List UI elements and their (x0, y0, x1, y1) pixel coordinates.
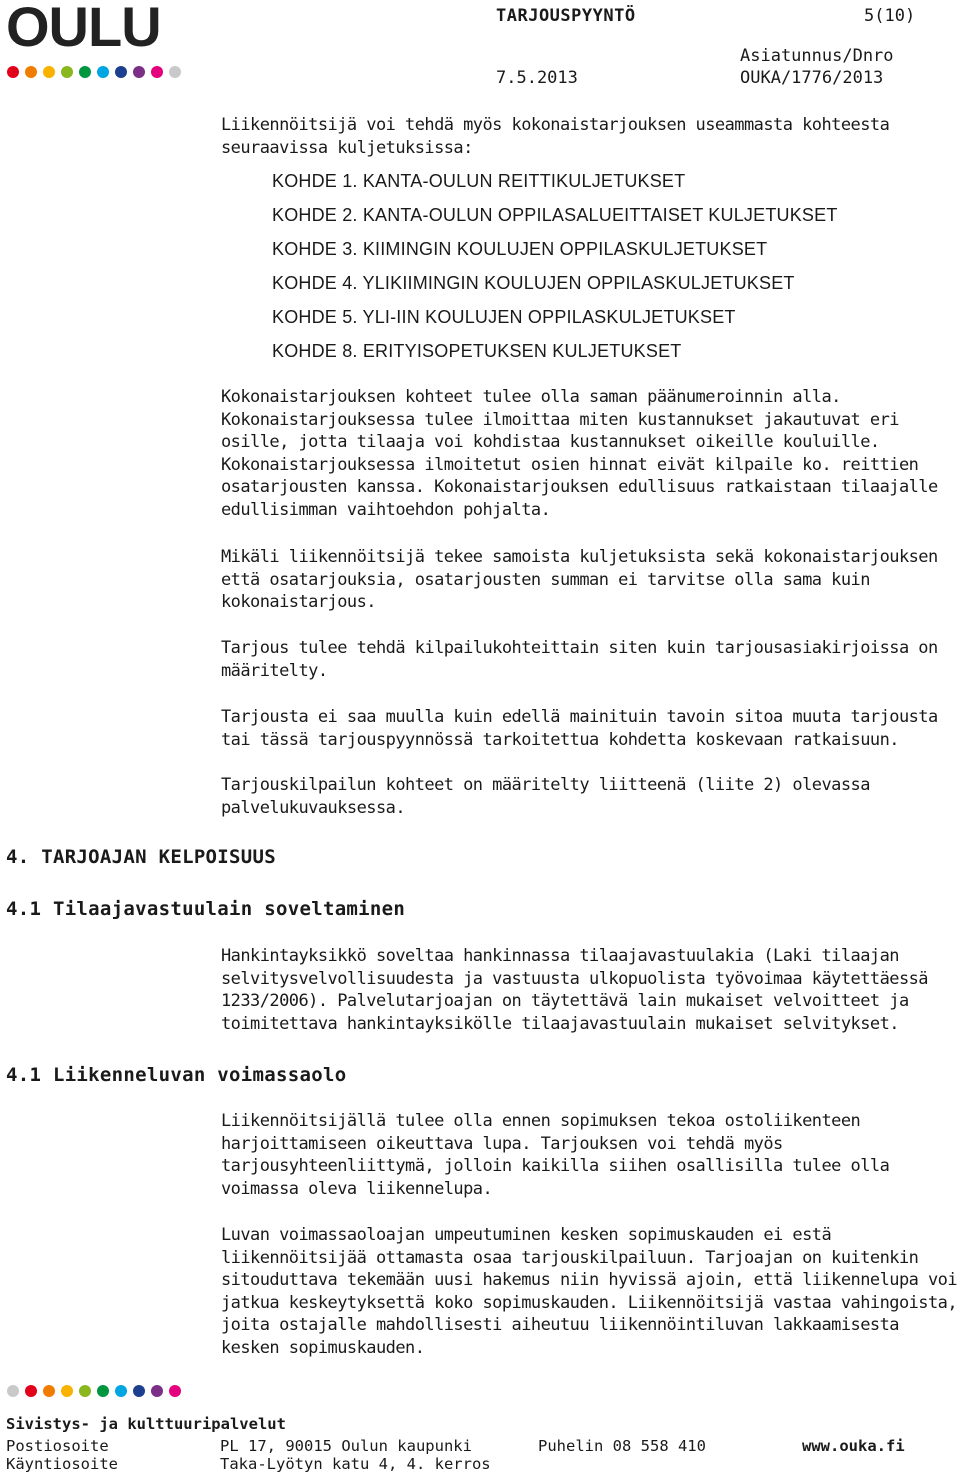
paragraph-kokonaistarjous: Kokonaistarjouksen kohteet tulee olla saman päänumeroinnin alla. Kokonaistarjouksessa tulee ilmoittaa miten kustannukset jakautuvat eri osille, jotta tilaaja voi kohdistaa kustannukset oikeille kouluille. Kokonaistarjouksessa ilmoitetut osien hinnat eivät kilpaile ko. reittien osatarjousten kanssa. Kokonaistarjouksen edullisuus ratkaistaan tilaajalle edullisimman vaihtoehdon pohjalta. (221, 387, 938, 520)
document-type: TARJOUSPYYNTÖ (496, 6, 636, 26)
footer-website-link[interactable]: www.ouka.fi (802, 1437, 905, 1455)
color-dot (115, 66, 127, 78)
paragraph-osatarjous: Mikäli liikennöitsijä tekee samoista kuljetuksista sekä kokonaistarjouksen että osatarjouksia, osatarjousten summan ei tarvitse olla sama kuin kokonaistarjous. (221, 547, 938, 613)
document-date: 7.5.2013 (496, 68, 578, 88)
color-dot (25, 66, 37, 78)
footer-visit-address: Taka-Lyötyn katu 4, 4. kerros (220, 1455, 491, 1473)
color-dot (61, 66, 73, 78)
kohde-item: KOHDE 8. ERITYISOPETUKSEN KULJETUKSET (272, 341, 682, 361)
oulu-logo: OULU (6, 0, 161, 58)
section-heading-4: 4. TARJOAJAN KELPOISUUS (6, 846, 276, 868)
color-dot (25, 1385, 37, 1397)
color-dot (151, 66, 163, 78)
intro-paragraph: Liikennöitsijä voi tehdä myös kokonaistarjouksen useammasta kohteesta seuraavissa kuljetuksissa: (221, 115, 890, 158)
color-dot (79, 1385, 91, 1397)
paragraph-kilpailukohteittain: Tarjous tulee tehdä kilpailukohteittain siten kuin tarjousasiakirjoissa on määritelty. (221, 638, 938, 681)
reference-number: OUKA/1776/2013 (740, 68, 884, 88)
paragraph-tilaajavastuu: Hankintayksikkö soveltaa hankinnassa tilaajavastuulakia (Laki tilaajan selvitysvelvollisuudesta ja vastuusta ulkopuolista työvoimaa käytettäessä 1233/2006). Palvelutarjoajan on täytettävä lain mukaiset velvoitteet ja toimitettava hankintayksikölle tilaajavastuulain mukaiset selvitykset. (221, 946, 928, 1034)
footer-visit-label: Käyntiosoite (6, 1455, 118, 1473)
color-dot (43, 1385, 55, 1397)
color-dot (97, 66, 109, 78)
color-dot (79, 66, 91, 78)
footer-phone: Puhelin 08 558 410 (538, 1437, 706, 1455)
color-dot (61, 1385, 73, 1397)
color-dot (43, 66, 55, 78)
footer-organization: Sivistys- ja kulttuuripalvelut (6, 1415, 286, 1433)
color-dot (7, 1385, 19, 1397)
subsection-heading-tilaajavastuu: 4.1 Tilaajavastuulain soveltaminen (6, 898, 406, 920)
kohde-item: KOHDE 4. YLIKIIMINGIN KOULUJEN OPPILASKULJETUKSET (272, 273, 795, 293)
paragraph-palvelukuvaus: Tarjouskilpailun kohteet on määritelty liitteenä (liite 2) olevassa palvelukuvauksessa. (221, 775, 870, 818)
footer-postal-label: Postiosoite (6, 1437, 109, 1455)
paragraph-liikennelupa: Liikennöitsijällä tulee olla ennen sopimuksen tekoa ostoliikenteen harjoittamiseen oikeuttava lupa. Tarjouksen voi tehdä myös tarjousyhteenliittymä, jolloin kaikilla siihen osallisilla tulee olla voimassa oleva liikennelupa. (221, 1111, 890, 1199)
color-dot (115, 1385, 127, 1397)
subsection-heading-liikennelupa: 4.1 Liikenneluvan voimassaolo (6, 1064, 347, 1086)
kohde-item: KOHDE 2. KANTA-OULUN OPPILASALUEITTAISET KULJETUKSET (272, 205, 838, 225)
kohde-item: KOHDE 1. KANTA-OULUN REITTIKULJETUKSET (272, 171, 686, 191)
color-dot (7, 66, 19, 78)
reference-label: Asiatunnus/Dnro (740, 46, 894, 66)
kohde-item: KOHDE 5. YLI-IIN KOULUJEN OPPILASKULJETUKSET (272, 307, 736, 327)
logo-color-dots (7, 66, 181, 78)
color-dot (133, 1385, 145, 1397)
kohde-item: KOHDE 3. KIIMINGIN KOULUJEN OPPILASKULJETUKSET (272, 239, 768, 259)
color-dot (133, 66, 145, 78)
footer-color-dots (7, 1385, 181, 1397)
color-dot (151, 1385, 163, 1397)
color-dot (97, 1385, 109, 1397)
footer-postal-address: PL 17, 90015 Oulun kaupunki (220, 1437, 472, 1455)
color-dot (169, 1385, 181, 1397)
color-dot (169, 66, 181, 78)
paragraph-luvan-voimassaolo: Luvan voimassaoloajan umpeutuminen kesken sopimuskauden ei estä liikennöitsijää ottamasta osaa tarjouskilpailuun. Tarjoajan on kuitenkin sitouduttava tekemään uusi hakemus niin hyvissä ajoin, että liikennelupa voi jatkua keskeytyksettä koko sopimuskauden. Liikennöitsijä vastaa vahingoista, joita ostajalle mahdollisesti aiheutuu liikennöintiluvan lakkaamisesta kesken sopimuskauden. (221, 1225, 958, 1358)
paragraph-sitominen: Tarjousta ei saa muulla kuin edellä mainituin tavoin sitoa muuta tarjousta tai tässä tarjouspyynnössä tarkoitettua kohdetta koskevaan ratkaisuun. (221, 707, 938, 750)
page-number: 5(10) (864, 6, 916, 26)
